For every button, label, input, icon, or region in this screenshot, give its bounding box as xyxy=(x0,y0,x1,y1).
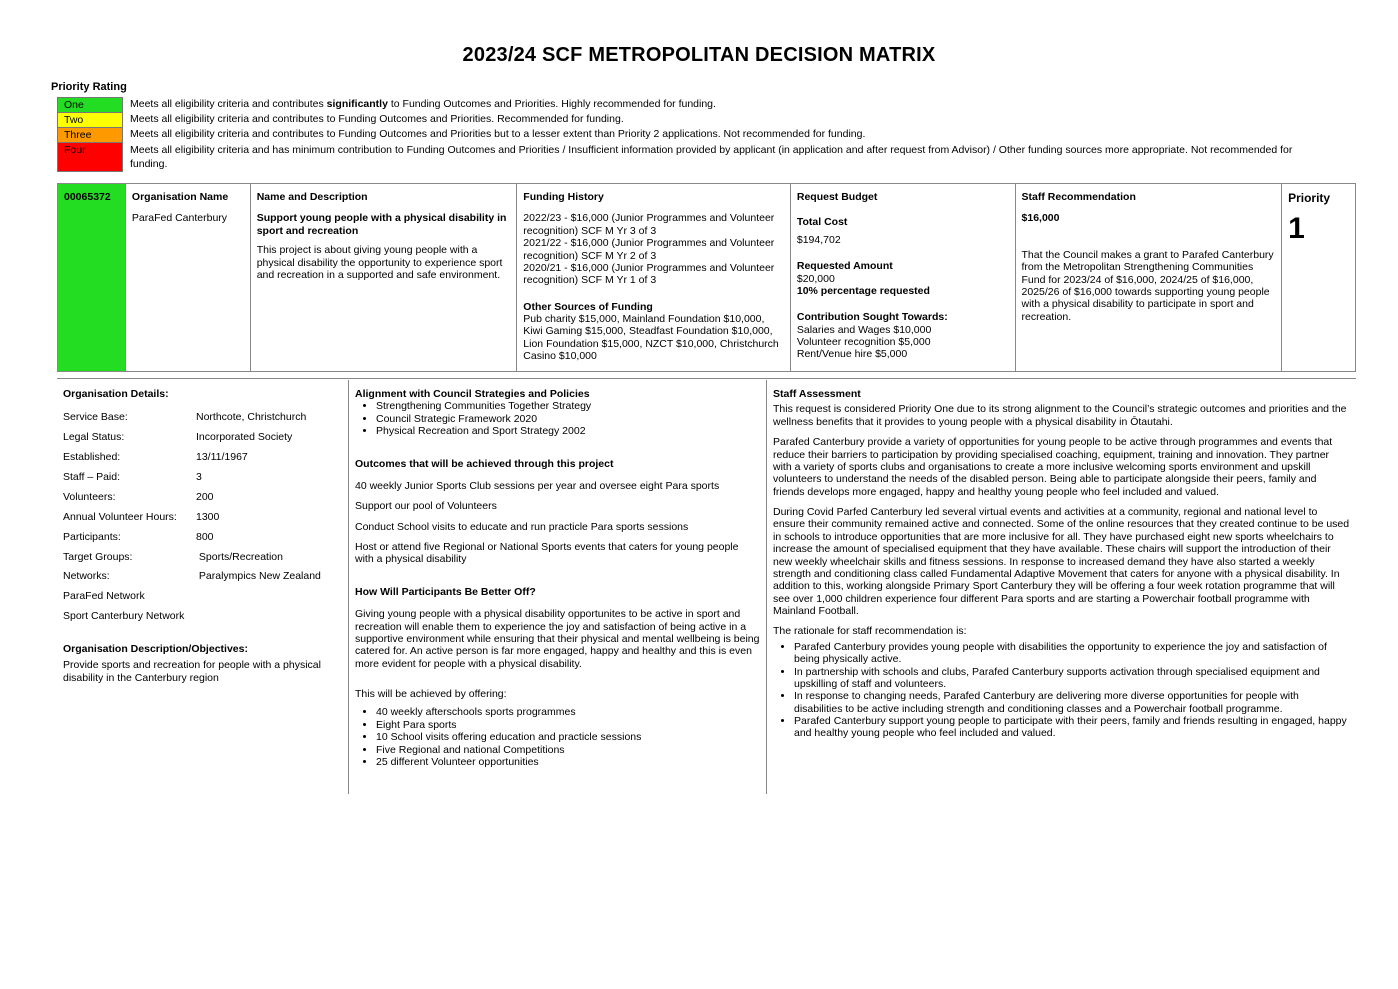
priority-rating-heading: Priority Rating xyxy=(51,81,127,93)
priority-row-three xyxy=(57,127,1357,142)
list-item: • 40 weekly afterschools sports programmes xyxy=(376,706,760,718)
list-item: • Strengthening Communities Together Strategy xyxy=(376,400,760,412)
priority-swatch-three: Three xyxy=(57,127,123,142)
rationale-intro: The rationale for staff recommendation is: xyxy=(773,625,967,638)
list-item: • Parafed Canterbury support young people to participate with their peers, family and friends resulting in engaged, happy and healthy young people who feel included and valued. xyxy=(794,715,1350,740)
list-item: • In response to changing needs, Parafed Canterbury are delivering more diverse opportunities for people with disabilities to be active including strength and conditioning classes and a Powerchair football programme. xyxy=(794,690,1350,715)
priority-desc-four: Meets all eligibility criteria and has minimum contribution to Funding Outcomes and Priorities / Insufficient information provided by applicant (in application and after request from Advisor) / Other funding sources more appropriate. Not recommended for funding. xyxy=(130,144,1293,170)
requested-amount-value: $20,000 xyxy=(796,272,835,285)
org-detail-row: Annual Volunteer Hours: 1300 xyxy=(63,510,220,523)
better-off-heading: How Will Participants Be Better Off? xyxy=(355,585,536,598)
org-detail-row: Networks: Paralympics New Zealand xyxy=(63,570,321,583)
project-description: This project is about giving young people with a physical disability the opportunity to experience sport and recreation in a supported and safe environment. xyxy=(256,244,503,281)
application-id: 00065372 xyxy=(58,184,125,371)
priority-row-two xyxy=(57,112,1357,127)
funding-history-cell xyxy=(516,184,790,371)
budget-header: Request Budget xyxy=(796,191,878,203)
total-cost-label: Total Cost xyxy=(796,216,848,229)
percentage-requested: 10% percentage requested xyxy=(796,284,930,297)
organisation-cell xyxy=(125,184,250,371)
assessment-paragraph: This request is considered Priority One due to its strong alignment to the Council’s strategic outcomes and priorities and the wellness benefits that it provides to young people with a physical disability in Ōtautahi. xyxy=(773,403,1347,428)
priority-desc-two: Meets all eligibility criteria and contributes to Funding Outcomes and Priorities. Recommended for funding. xyxy=(130,113,624,125)
section-divider xyxy=(57,378,1356,379)
list-item: • Five Regional and national Competitions xyxy=(376,744,760,756)
org-detail-row: Volunteers: 200 xyxy=(63,490,214,503)
contribution-item: Rent/Venue hire $5,000 xyxy=(796,348,908,361)
request-budget-cell xyxy=(790,184,1015,371)
org-name: ParaFed Canterbury xyxy=(131,212,228,225)
organisation-details xyxy=(57,380,348,794)
staff-assessment-column xyxy=(766,380,1356,794)
list-item: • Eight Para sports xyxy=(376,719,760,731)
network-item: ParaFed Network xyxy=(63,590,145,603)
strategy-list xyxy=(355,400,760,437)
page-title: 2023/24 SCF METROPOLITAN DECISION MATRIX xyxy=(462,44,936,66)
desc-header: Name and Description xyxy=(256,191,368,203)
contribution-item: Volunteer recognition $5,000 xyxy=(796,336,931,348)
priority-header: Priority xyxy=(1288,191,1331,205)
org-desc-text: Provide sports and recreation for people with a physical disability in the Canterbury region xyxy=(63,659,321,684)
staff-rec-amount: $16,000 xyxy=(1021,212,1060,225)
requested-amount-label: Requested Amount xyxy=(796,260,893,273)
funding-history-item: 2022/23 - $16,000 (Junior Programmes and Volunteer recognition) SCF M Yr 3 of 3 xyxy=(523,212,775,237)
assessment-paragraph: Parafed Canterbury provide a variety of opportunities for young people to be active through programmes and events that reduce their barriers to participation by providing specialised coaching, equipment, training and innovation. They partner with a variety of sports clubs and organisations to create a more inclusive welcoming sports environment and upskill volunteers to understand the needs of the disabled person. Being able to participate alongside their peers, family and friends develops more engaged, happy and healthy young people who feel included and valued. xyxy=(773,436,1333,498)
funding-history-item: 2020/21 - $16,000 (Junior Programmes and Volunteer recognition) SCF M Yr 1 of 3 xyxy=(523,261,775,287)
outcomes-heading: Outcomes that will be achieved through this project xyxy=(355,457,614,470)
offering-intro: This will be achieved by offering: xyxy=(355,688,507,700)
org-detail-row: Established: 13/11/1967 xyxy=(63,451,248,464)
funding-history-header: Funding History xyxy=(523,191,604,203)
priority-row-one xyxy=(57,97,1357,112)
list-item: • 25 different Volunteer opportunities xyxy=(376,756,760,768)
priority-desc-three: Meets all eligibility criteria and contributes to Funding Outcomes and Priorities but to a lesser extent than Priority 2 applications. Not recommended for funding. xyxy=(130,128,866,140)
priority-swatch-two: Two xyxy=(57,112,123,127)
application-summary-table xyxy=(57,183,1356,372)
staff-recommendation-cell xyxy=(1015,184,1282,371)
list-item: • Physical Recreation and Sport Strategy 2002 xyxy=(376,425,760,437)
offering-list xyxy=(355,706,760,768)
funding-history-item: 2021/22 - $16,000 (Junior Programmes and Volunteer recognition) SCF M Yr 2 of 3 xyxy=(523,237,775,262)
network-item: Sport Canterbury Network xyxy=(63,610,185,623)
total-cost-value: $194,702 xyxy=(796,233,841,246)
outcome-item: 40 weekly Junior Sports Club sessions per year and oversee eight Para sports xyxy=(355,479,720,492)
outcome-item: Support our pool of Volunteers xyxy=(355,500,497,513)
details-section xyxy=(57,380,1356,794)
description-cell xyxy=(250,184,517,371)
priority-cell xyxy=(1281,184,1355,371)
org-detail-row: Legal Status: Incorporated Society xyxy=(63,431,293,444)
priority-swatch-four: Four xyxy=(57,142,123,172)
list-item: • In partnership with schools and clubs, Parafed Canterbury supports activation through specialised equipment and upskilling of staff and volunteers. xyxy=(794,666,1350,691)
project-name: Support young people with a physical disability in sport and recreation xyxy=(256,212,507,237)
contribution-item: Salaries and Wages $10,000 xyxy=(796,323,932,336)
assessment-heading: Staff Assessment xyxy=(773,388,861,400)
better-off-text: Giving young people with a physical disability opportunites to be active in sport and recreation will enable them to experience the joy and satisfaction of being active in a supportive environment while ensuring that their physical and mental wellbeing is being catered for. An active person is far more engaged, happy and healthy and this is even more evident for people with a physical disability. xyxy=(355,608,760,670)
staff-rec-header: Staff Recommendation xyxy=(1021,191,1136,203)
alignment-heading: Alignment with Council Strategies and Policies xyxy=(355,388,590,400)
priority-rating-legend xyxy=(57,97,1357,172)
list-item: • Council Strategic Framework 2020 xyxy=(376,413,760,425)
org-detail-row: Staff – Paid: 3 xyxy=(63,471,202,483)
org-desc-heading: Organisation Description/Objectives: xyxy=(63,643,248,655)
other-sources: Pub charity $15,000, Mainland Foundation $10,000, Kiwi Gaming $15,000, Steadfast Foundation $10,000, Lion Foundation $15,000, NZCT $10,000, Christchurch Casino $10,000 xyxy=(523,313,779,363)
other-sources-header: Other Sources of Funding xyxy=(523,300,653,313)
org-name-header: Organisation Name xyxy=(131,191,229,203)
assessment-paragraph: During Covid Parfed Canterbury led several virtual events and activities at a community, regional and national level to ensure their community remained active and connected. Some of the online resources that they created continue to be used in schools to introduce opportunities that are more inclusive for all. They have purchased eight new sports wheelchairs to increase the amount of specialised equipment that they have available. These chairs will support the introduction of their new weekly wheelchair skills and fitness sessions. In response to increased demand they have also started a weekly strength and conditioning class called Fundamental Adaptive Movement that caters for anyone with a physical disability. In addition to this, working alongside Primary Sport Canterbury they will be offering a four week rotation programme that will see over 1,000 children experience four different Para sports and are starting a Powerchair football programme with Mainland Football. xyxy=(773,506,1350,617)
priority-value: 1 xyxy=(1288,212,1305,246)
alignment-column xyxy=(348,380,766,794)
rationale-list xyxy=(773,641,1350,740)
contribution-label: Contribution Sought Towards: xyxy=(796,311,948,324)
staff-rec-text: That the Council makes a grant to Parafed Canterbury from the Metropolitan Strengthening Communities Fund for 2023/24 of $16,000, 2024/25 of $16,000, 2025/26 of $16,000 towards supporting young people with a physical disability to participate in sport and recreation. xyxy=(1021,248,1274,323)
outcome-item: Conduct School visits to educate and run practicle Para sports sessions xyxy=(355,520,689,533)
list-item: • Parafed Canterbury provides young people with disabilities the opportunity to experience the joy and satisfaction of being physically active. xyxy=(794,641,1350,666)
list-item: • 10 School visits offering education and practicle sessions xyxy=(376,731,760,743)
priority-desc-one: Meets all eligibility criteria and contributes significantly to Funding Outcomes and Priorities. Highly recommended for funding. xyxy=(130,98,716,110)
outcome-item: Host or attend five Regional or National Sports events that caters for young people with a physical disability xyxy=(355,541,739,566)
priority-row-four xyxy=(57,142,1357,172)
org-detail-row: Target Groups: Sports/Recreation xyxy=(63,550,283,563)
org-detail-row: Participants: 800 xyxy=(63,530,214,543)
priority-swatch-one: One xyxy=(57,97,123,112)
org-details-heading: Organisation Details: xyxy=(63,388,169,400)
org-detail-row: Service Base: Northcote, Christchurch xyxy=(63,411,307,424)
